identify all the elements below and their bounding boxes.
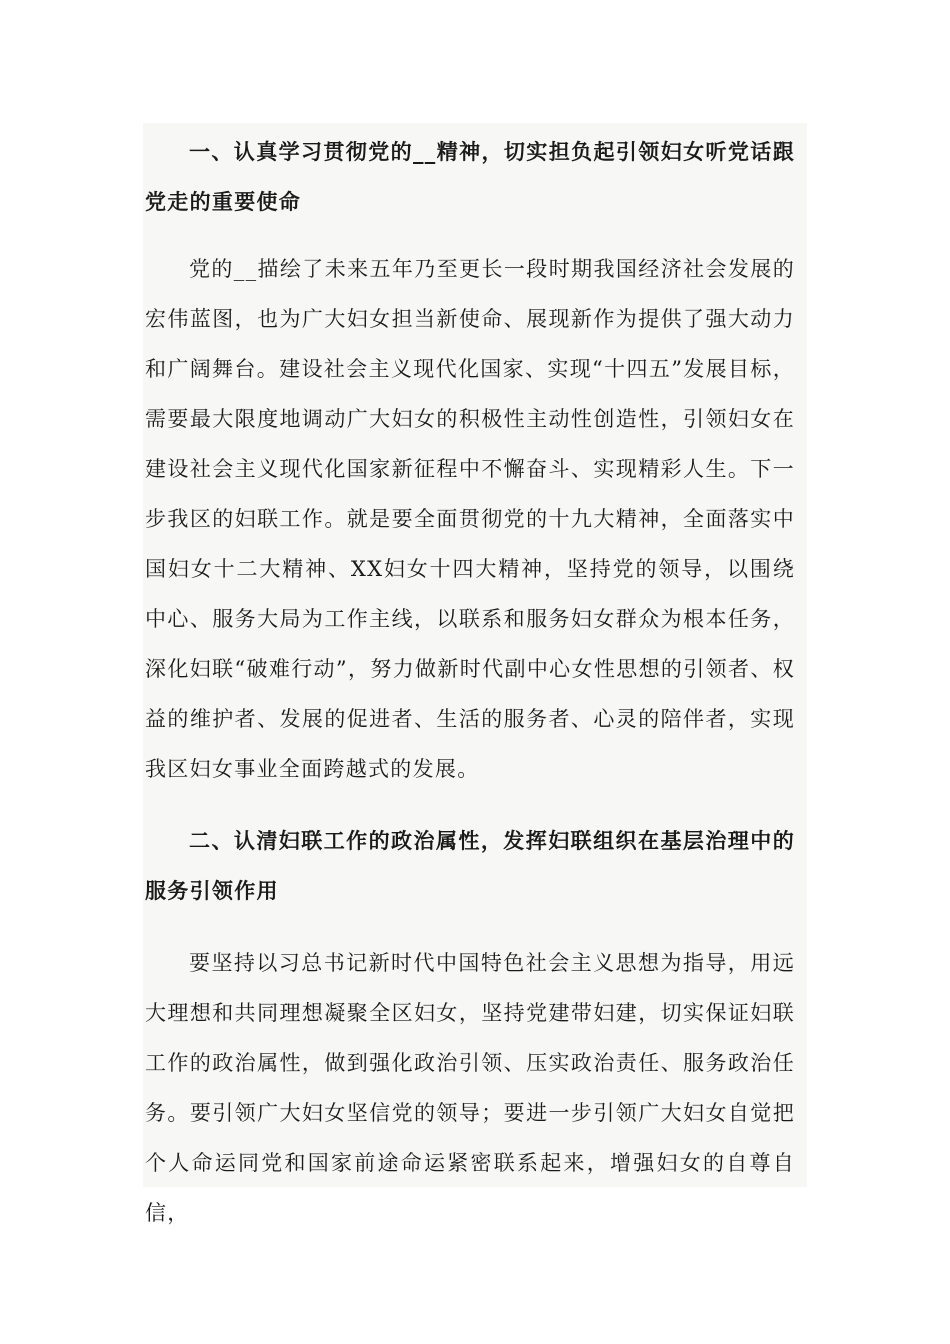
section-1-heading: 一、认真学习贯彻党的__精神，切实担负起引领妇女听党话跟党走的重要使命 (145, 140, 795, 214)
section-1-paragraph: 党的__描绘了未来五年乃至更长一段时期我国经济社会发展的宏伟蓝图，也为广大妇女担当新使命、展现新作为提供了强大动力和广阔舞台。建设社会主义现代化国家、实现“十四五”发展目标，需要最大限度地调动广大妇女的积极性主动性创造性，引领妇女在建设社会主义现代化国家新征程中不懈奋斗、实现精彩人生。下一步我区的妇联工作。就是要全面贯彻党的十九大精神，全面落实中国妇女十二大精神、XX妇女十四大精神，坚持党的领导，以围绕中心、服务大局为工作主线，以联系和服务妇女群众为根本任务，深化妇联“破难行动”，努力做新时代副中心女性思想的引领者、权益的维护者、发展的促进者、生活的服务者、心灵的陪伴者，实现我区妇女事业全面跨越式的发展。 (145, 257, 795, 781)
section-2-heading: 二、认清妇联工作的政治属性，发挥妇联组织在基层治理中的服务引领作用 (145, 829, 795, 903)
section-2-paragraph: 要坚持以习总书记新时代中国特色社会主义思想为指导，用远大理想和共同理想凝聚全区妇女，坚持党建带妇建，切实保证妇联工作的政治属性，做到强化政治引领、压实政治责任、服务政治任务。要引领广大妇女坚信党的领导；要进一步引领广大妇女自觉把个人命运同党和国家前途命运紧密联系起来，增强妇女的自尊自信， (145, 951, 795, 1225)
